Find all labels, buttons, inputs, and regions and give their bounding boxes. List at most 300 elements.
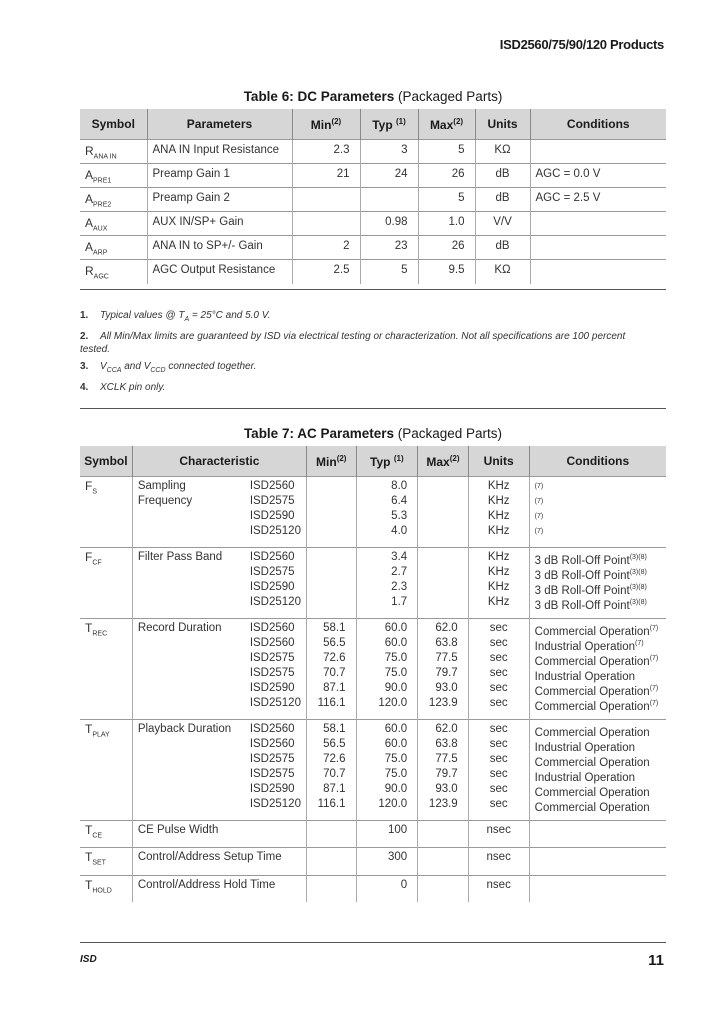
symbol-cell bbox=[80, 212, 147, 236]
units-value: sec bbox=[489, 768, 508, 780]
symbol-cell bbox=[80, 821, 132, 848]
typ-cell bbox=[356, 477, 418, 548]
min-cell bbox=[306, 548, 356, 619]
condition-text: Commercial Operation bbox=[534, 801, 650, 814]
units-value: sec bbox=[489, 783, 508, 795]
symbol-letter: R bbox=[85, 144, 94, 158]
symbol-cell bbox=[80, 188, 147, 212]
units-value: sec bbox=[489, 667, 508, 679]
condition-ref: (7) bbox=[649, 700, 659, 707]
condition-value bbox=[535, 823, 661, 838]
condition-value bbox=[535, 595, 661, 610]
max-value bbox=[423, 524, 458, 539]
cond-cell: AGC = 2.5 V bbox=[530, 188, 666, 212]
min-cell bbox=[306, 720, 356, 821]
typ-value: 75.0 bbox=[384, 652, 408, 664]
ac-parameters-table bbox=[80, 446, 666, 902]
units-value: sec bbox=[489, 798, 508, 810]
units-value: KHz bbox=[487, 581, 510, 593]
typ-value: 60.0 bbox=[384, 738, 408, 750]
typ-cell: 5 bbox=[360, 260, 418, 284]
units-cell bbox=[468, 720, 529, 821]
condition-ref: (7) bbox=[635, 640, 644, 647]
condition-value bbox=[535, 524, 661, 539]
condition-value bbox=[535, 580, 661, 595]
typ-cell bbox=[356, 619, 418, 720]
units-cell: dB bbox=[475, 164, 530, 188]
symbol-subscript: SET bbox=[92, 859, 106, 867]
typ-cell bbox=[356, 848, 418, 875]
condition-text: 3 dB Roll-Off Point bbox=[534, 554, 630, 567]
symbol-subscript: AUX bbox=[93, 225, 108, 233]
max-value: 93.0 bbox=[435, 682, 458, 694]
characteristic-cell bbox=[132, 848, 306, 875]
param-cell: ANA IN to SP+/- Gain bbox=[147, 236, 292, 260]
part-number: ISD2560 bbox=[249, 738, 295, 750]
condition-value bbox=[535, 550, 661, 565]
footnote-subscript: A bbox=[184, 316, 190, 323]
condition-ref: (3)(8) bbox=[629, 554, 647, 561]
symbol-subscript: S bbox=[92, 488, 98, 496]
units-value: sec bbox=[489, 682, 508, 694]
typ-cell bbox=[356, 720, 418, 821]
footnote-item bbox=[80, 330, 640, 356]
symbol-cell bbox=[80, 875, 132, 902]
condition-ref: (7) bbox=[649, 625, 659, 632]
table-row bbox=[80, 548, 666, 619]
symbol-cell bbox=[80, 140, 147, 164]
characteristic-cell bbox=[132, 875, 306, 902]
footnote-text: Typical values @ T bbox=[100, 310, 185, 321]
min-value: 87.1 bbox=[323, 682, 346, 694]
part-number: ISD2590 bbox=[249, 682, 295, 694]
table6-caption: Table 6: DC Parameters (Packaged Parts) bbox=[243, 89, 503, 104]
col-header-min: Min$^{(2)}$ bbox=[306, 446, 356, 477]
symbol-letter: A bbox=[85, 168, 94, 182]
footnote-text: XCLK pin only. bbox=[100, 382, 166, 393]
part-number: ISD25120 bbox=[249, 525, 301, 537]
min-value: 87.1 bbox=[323, 783, 346, 795]
min-cell bbox=[292, 212, 360, 236]
max-value bbox=[423, 565, 458, 580]
condition-value bbox=[535, 737, 661, 752]
symbol-subscript: PRE1 bbox=[93, 177, 112, 185]
param-cell: AGC Output Resistance bbox=[147, 260, 292, 284]
footer-brand: ISD bbox=[80, 954, 97, 965]
min-value bbox=[312, 479, 346, 494]
units-cell bbox=[468, 477, 529, 548]
footnote-text: connected together. bbox=[165, 361, 257, 372]
part-number: ISD25120 bbox=[249, 798, 301, 810]
typ-value: 5.3 bbox=[391, 510, 408, 522]
max-cell: 26 bbox=[418, 164, 475, 188]
max-value bbox=[423, 850, 458, 865]
section-divider bbox=[80, 408, 666, 409]
symbol-letter: R bbox=[85, 264, 94, 278]
characteristic-label: Control/Address Setup Time bbox=[137, 851, 282, 864]
typ-value: 90.0 bbox=[384, 682, 408, 694]
characteristic-cell bbox=[132, 548, 306, 619]
col-header-parameters: Parameters bbox=[147, 109, 292, 140]
max-value: 63.8 bbox=[435, 738, 458, 750]
part-number: ISD2575 bbox=[249, 495, 295, 507]
typ-value: 60.0 bbox=[384, 723, 408, 735]
min-value bbox=[312, 580, 346, 595]
max-cell bbox=[418, 548, 469, 619]
condition-text: 3 dB Roll-Off Point bbox=[534, 584, 630, 597]
max-cell: 9.5 bbox=[418, 260, 475, 284]
table-row bbox=[80, 619, 666, 720]
part-number: ISD2575 bbox=[249, 566, 295, 578]
units-value: nsec bbox=[486, 851, 511, 864]
conditions-cell bbox=[529, 875, 666, 902]
col-header-min: Min$^{(2)}$ bbox=[292, 109, 360, 140]
condition-value bbox=[535, 752, 661, 767]
symbol-letter: T bbox=[85, 877, 93, 892]
units-cell: V/V bbox=[475, 212, 530, 236]
condition-text: Industrial Operation bbox=[534, 640, 636, 653]
min-cell bbox=[306, 821, 356, 848]
col-header-typ: Typ $^{(1)}$ bbox=[360, 109, 418, 140]
typ-value: 2.7 bbox=[391, 566, 408, 578]
min-value bbox=[312, 850, 346, 865]
max-value: 123.9 bbox=[428, 798, 458, 810]
part-number: ISD25120 bbox=[249, 596, 301, 608]
max-value: 62.0 bbox=[435, 723, 458, 735]
condition-value bbox=[535, 494, 661, 509]
symbol-subscript: ANA IN bbox=[93, 153, 117, 161]
cond-cell: AGC = 0.0 V bbox=[530, 164, 666, 188]
table-header-row bbox=[80, 109, 666, 140]
condition-value bbox=[535, 479, 661, 494]
min-value bbox=[312, 550, 346, 565]
units-value: nsec bbox=[486, 824, 511, 836]
table-row bbox=[80, 140, 666, 164]
symbol-cell bbox=[80, 619, 132, 720]
max-value bbox=[423, 580, 458, 595]
min-value: 72.6 bbox=[323, 652, 346, 664]
param-cell: Preamp Gain 2 bbox=[147, 188, 292, 212]
conditions-cell bbox=[529, 821, 666, 848]
units-cell bbox=[468, 619, 529, 720]
max-cell bbox=[418, 477, 469, 548]
condition-text: Commercial Operation bbox=[534, 625, 650, 638]
footer-rule bbox=[80, 942, 666, 943]
symbol-cell bbox=[80, 164, 147, 188]
condition-value bbox=[535, 636, 661, 651]
col-header-conditions: Conditions bbox=[529, 446, 666, 477]
footnote-number: 3. bbox=[80, 361, 89, 372]
symbol-letter: T bbox=[85, 722, 93, 736]
part-number: ISD2560 bbox=[249, 622, 295, 634]
col-header-symbol: Symbol bbox=[80, 109, 147, 140]
max-value: 77.5 bbox=[435, 652, 458, 664]
footnote-text: V bbox=[100, 361, 107, 372]
table-row bbox=[80, 477, 666, 548]
symbol-cell bbox=[80, 260, 147, 284]
min-cell: 2.3 bbox=[292, 140, 360, 164]
units-value: sec bbox=[489, 753, 508, 765]
condition-text: Commercial Operation bbox=[534, 700, 650, 713]
condition-ref: (7) bbox=[534, 498, 544, 505]
part-number: ISD2590 bbox=[249, 581, 295, 593]
min-value: 116.1 bbox=[317, 697, 346, 709]
cond-cell bbox=[530, 140, 666, 164]
min-cell bbox=[292, 188, 360, 212]
symbol-subscript: HOLD bbox=[92, 887, 112, 895]
typ-value: 60.0 bbox=[384, 622, 408, 634]
units-value: sec bbox=[489, 622, 508, 634]
footnote-text: All Min/Max limits are guaranteed by ISD via electrical testing or characterization. Not all specifications are 100 percent tested. bbox=[80, 331, 626, 355]
units-value: sec bbox=[489, 738, 508, 750]
symbol-letter: F bbox=[85, 550, 93, 564]
footnote-subscript: CCD bbox=[150, 367, 166, 374]
characteristic-label: Frequency bbox=[137, 495, 193, 507]
symbol-subscript: CE bbox=[92, 832, 103, 840]
typ-value: 6.4 bbox=[391, 495, 408, 507]
min-value: 58.1 bbox=[323, 622, 346, 634]
typ-value: 300 bbox=[387, 851, 408, 864]
condition-value bbox=[535, 878, 661, 893]
typ-cell bbox=[356, 548, 418, 619]
min-value bbox=[312, 595, 346, 610]
symbol-subscript: AGC bbox=[93, 273, 109, 281]
min-value: 58.1 bbox=[323, 723, 346, 735]
col-header-conditions: Conditions bbox=[530, 109, 666, 140]
condition-ref: (3)(8) bbox=[629, 599, 647, 606]
units-value: sec bbox=[489, 723, 508, 735]
min-cell: 2 bbox=[292, 236, 360, 260]
part-number: ISD2560 bbox=[249, 723, 295, 735]
units-value: sec bbox=[489, 637, 508, 649]
units-value: KHz bbox=[487, 525, 510, 537]
table-row bbox=[80, 720, 666, 821]
symbol-letter: T bbox=[85, 823, 93, 837]
min-value bbox=[312, 494, 346, 509]
table-row bbox=[80, 875, 666, 902]
condition-ref: (7) bbox=[534, 528, 544, 535]
max-cell: 1.0 bbox=[418, 212, 475, 236]
condition-ref: (7) bbox=[534, 483, 544, 490]
condition-text: Commercial Operation bbox=[534, 685, 650, 698]
typ-value: 60.0 bbox=[384, 637, 408, 649]
condition-value bbox=[535, 565, 661, 580]
max-value bbox=[423, 550, 458, 565]
symbol-subscript: REC bbox=[92, 630, 108, 638]
characteristic-cell bbox=[132, 720, 306, 821]
typ-value: 75.0 bbox=[384, 667, 408, 679]
table6-bottom-rule bbox=[80, 289, 666, 290]
condition-value bbox=[535, 767, 661, 782]
units-value: sec bbox=[489, 652, 508, 664]
condition-ref: (3)(8) bbox=[629, 569, 647, 576]
units-value: KHz bbox=[487, 596, 510, 608]
condition-value bbox=[535, 681, 661, 696]
typ-value: 120.0 bbox=[378, 697, 408, 709]
units-cell bbox=[468, 821, 529, 848]
condition-value bbox=[535, 782, 661, 797]
min-cell bbox=[306, 619, 356, 720]
condition-ref: (7) bbox=[534, 513, 544, 520]
dc-parameters-table bbox=[80, 109, 666, 284]
max-value: 63.8 bbox=[435, 637, 458, 649]
max-cell: 5 bbox=[418, 188, 475, 212]
condition-value bbox=[535, 651, 661, 666]
conditions-cell bbox=[529, 848, 666, 875]
units-value: KHz bbox=[487, 510, 510, 522]
condition-value bbox=[535, 797, 661, 812]
min-value: 70.7 bbox=[323, 667, 346, 679]
max-cell bbox=[418, 875, 469, 902]
typ-value: 120.0 bbox=[378, 798, 408, 810]
cond-cell bbox=[530, 236, 666, 260]
max-value bbox=[423, 878, 458, 893]
typ-value: 100 bbox=[387, 824, 408, 836]
max-cell bbox=[418, 821, 469, 848]
typ-value: 90.0 bbox=[384, 783, 408, 795]
col-header-max: Max$^{(2)}$ bbox=[418, 446, 469, 477]
typ-cell bbox=[356, 821, 418, 848]
condition-value bbox=[535, 509, 661, 524]
footnote-item bbox=[80, 360, 640, 377]
units-cell bbox=[468, 875, 529, 902]
min-value: 56.5 bbox=[323, 637, 346, 649]
condition-text: Industrial Operation bbox=[534, 741, 636, 754]
condition-text: Industrial Operation bbox=[534, 670, 636, 683]
units-cell: KΩ bbox=[475, 140, 530, 164]
characteristic-label: Playback Duration bbox=[137, 723, 232, 735]
param-cell: ANA IN Input Resistance bbox=[147, 140, 292, 164]
condition-value bbox=[535, 696, 661, 711]
typ-cell: 23 bbox=[360, 236, 418, 260]
part-number: ISD2560 bbox=[249, 551, 295, 563]
conditions-cell bbox=[529, 720, 666, 821]
max-value bbox=[423, 509, 458, 524]
min-cell bbox=[306, 848, 356, 875]
part-number: ISD2575 bbox=[249, 753, 295, 765]
param-cell: Preamp Gain 1 bbox=[147, 164, 292, 188]
characteristic-label: CE Pulse Width bbox=[137, 824, 219, 836]
page-number: 11 bbox=[648, 952, 664, 969]
max-value: 62.0 bbox=[435, 622, 458, 634]
condition-text: Industrial Operation bbox=[534, 771, 636, 784]
symbol-letter: A bbox=[85, 240, 94, 254]
units-value: KHz bbox=[487, 566, 510, 578]
characteristic-label: Control/Address Hold Time bbox=[137, 878, 276, 891]
max-cell bbox=[418, 848, 469, 875]
symbol-cell bbox=[80, 848, 132, 875]
col-header-max: Max$^{(2)}$ bbox=[418, 109, 475, 140]
min-value: 56.5 bbox=[323, 738, 346, 750]
document-header-title: ISD2560/75/90/120 Products bbox=[499, 37, 664, 52]
condition-value bbox=[535, 722, 661, 737]
units-cell: KΩ bbox=[475, 260, 530, 284]
min-value: 72.6 bbox=[323, 753, 346, 765]
units-cell bbox=[468, 848, 529, 875]
condition-text: Commercial Operation bbox=[534, 786, 650, 799]
characteristic-cell bbox=[132, 477, 306, 548]
conditions-cell bbox=[529, 619, 666, 720]
typ-cell: 0.98 bbox=[360, 212, 418, 236]
footnote-subscript: CCA bbox=[106, 367, 122, 374]
table-header-row bbox=[80, 446, 666, 477]
part-number: ISD2575 bbox=[249, 652, 295, 664]
footnote-number: 2. bbox=[80, 331, 89, 342]
footnote-number: 1. bbox=[80, 310, 89, 321]
col-header-symbol: Symbol bbox=[80, 446, 132, 477]
units-value: KHz bbox=[487, 495, 510, 507]
units-value: sec bbox=[489, 697, 508, 709]
max-value: 93.0 bbox=[435, 783, 458, 795]
max-value bbox=[423, 494, 458, 509]
symbol-cell bbox=[80, 477, 132, 548]
condition-ref: (3)(8) bbox=[629, 584, 647, 591]
condition-ref: (7) bbox=[649, 655, 659, 662]
min-value bbox=[312, 524, 346, 539]
min-cell bbox=[306, 875, 356, 902]
part-number: ISD2560 bbox=[249, 480, 295, 492]
min-value bbox=[312, 878, 346, 893]
typ-cell bbox=[356, 875, 418, 902]
footnote-number: 4. bbox=[80, 382, 89, 393]
conditions-cell bbox=[529, 548, 666, 619]
cond-cell bbox=[530, 212, 666, 236]
characteristic-label: Record Duration bbox=[137, 622, 222, 634]
table-row bbox=[80, 848, 666, 875]
min-cell: 2.5 bbox=[292, 260, 360, 284]
symbol-subscript: PRE2 bbox=[93, 201, 112, 209]
table7-caption: Table 7: AC Parameters (Packaged Parts) bbox=[243, 426, 503, 441]
min-value bbox=[312, 565, 346, 580]
characteristic-cell bbox=[132, 619, 306, 720]
max-value bbox=[423, 479, 458, 494]
units-value: KHz bbox=[487, 551, 510, 563]
symbol-cell bbox=[80, 548, 132, 619]
part-number: ISD2575 bbox=[249, 768, 295, 780]
max-value: 79.7 bbox=[435, 667, 458, 679]
symbol-subscript: CF bbox=[92, 559, 102, 567]
symbol-cell bbox=[80, 236, 147, 260]
symbol-letter: A bbox=[85, 216, 94, 230]
condition-text: 3 dB Roll-Off Point bbox=[534, 569, 630, 582]
max-cell bbox=[418, 720, 469, 821]
typ-cell: 24 bbox=[360, 164, 418, 188]
min-value: 116.1 bbox=[317, 798, 346, 810]
max-value bbox=[423, 595, 458, 610]
typ-value: 75.0 bbox=[384, 753, 408, 765]
symbol-letter: F bbox=[85, 479, 93, 493]
condition-text: Commercial Operation bbox=[534, 655, 650, 668]
symbol-letter: T bbox=[85, 621, 93, 635]
condition-text: 3 dB Roll-Off Point bbox=[534, 599, 630, 612]
units-cell bbox=[468, 548, 529, 619]
footnotes bbox=[80, 309, 640, 398]
symbol-subscript: PLAY bbox=[92, 731, 110, 739]
table-row bbox=[80, 212, 666, 236]
footnote-item bbox=[80, 381, 640, 394]
footnote-item bbox=[80, 309, 640, 326]
part-number: ISD2560 bbox=[249, 637, 295, 649]
table-row bbox=[80, 164, 666, 188]
typ-value: 4.0 bbox=[391, 525, 408, 537]
max-cell bbox=[418, 619, 469, 720]
symbol-letter: A bbox=[85, 192, 94, 206]
col-header-typ: Typ $^{(1)}$ bbox=[356, 446, 418, 477]
condition-value bbox=[535, 621, 661, 636]
max-cell: 5 bbox=[418, 140, 475, 164]
min-value: 70.7 bbox=[323, 768, 346, 780]
param-cell: AUX IN/SP+ Gain bbox=[147, 212, 292, 236]
